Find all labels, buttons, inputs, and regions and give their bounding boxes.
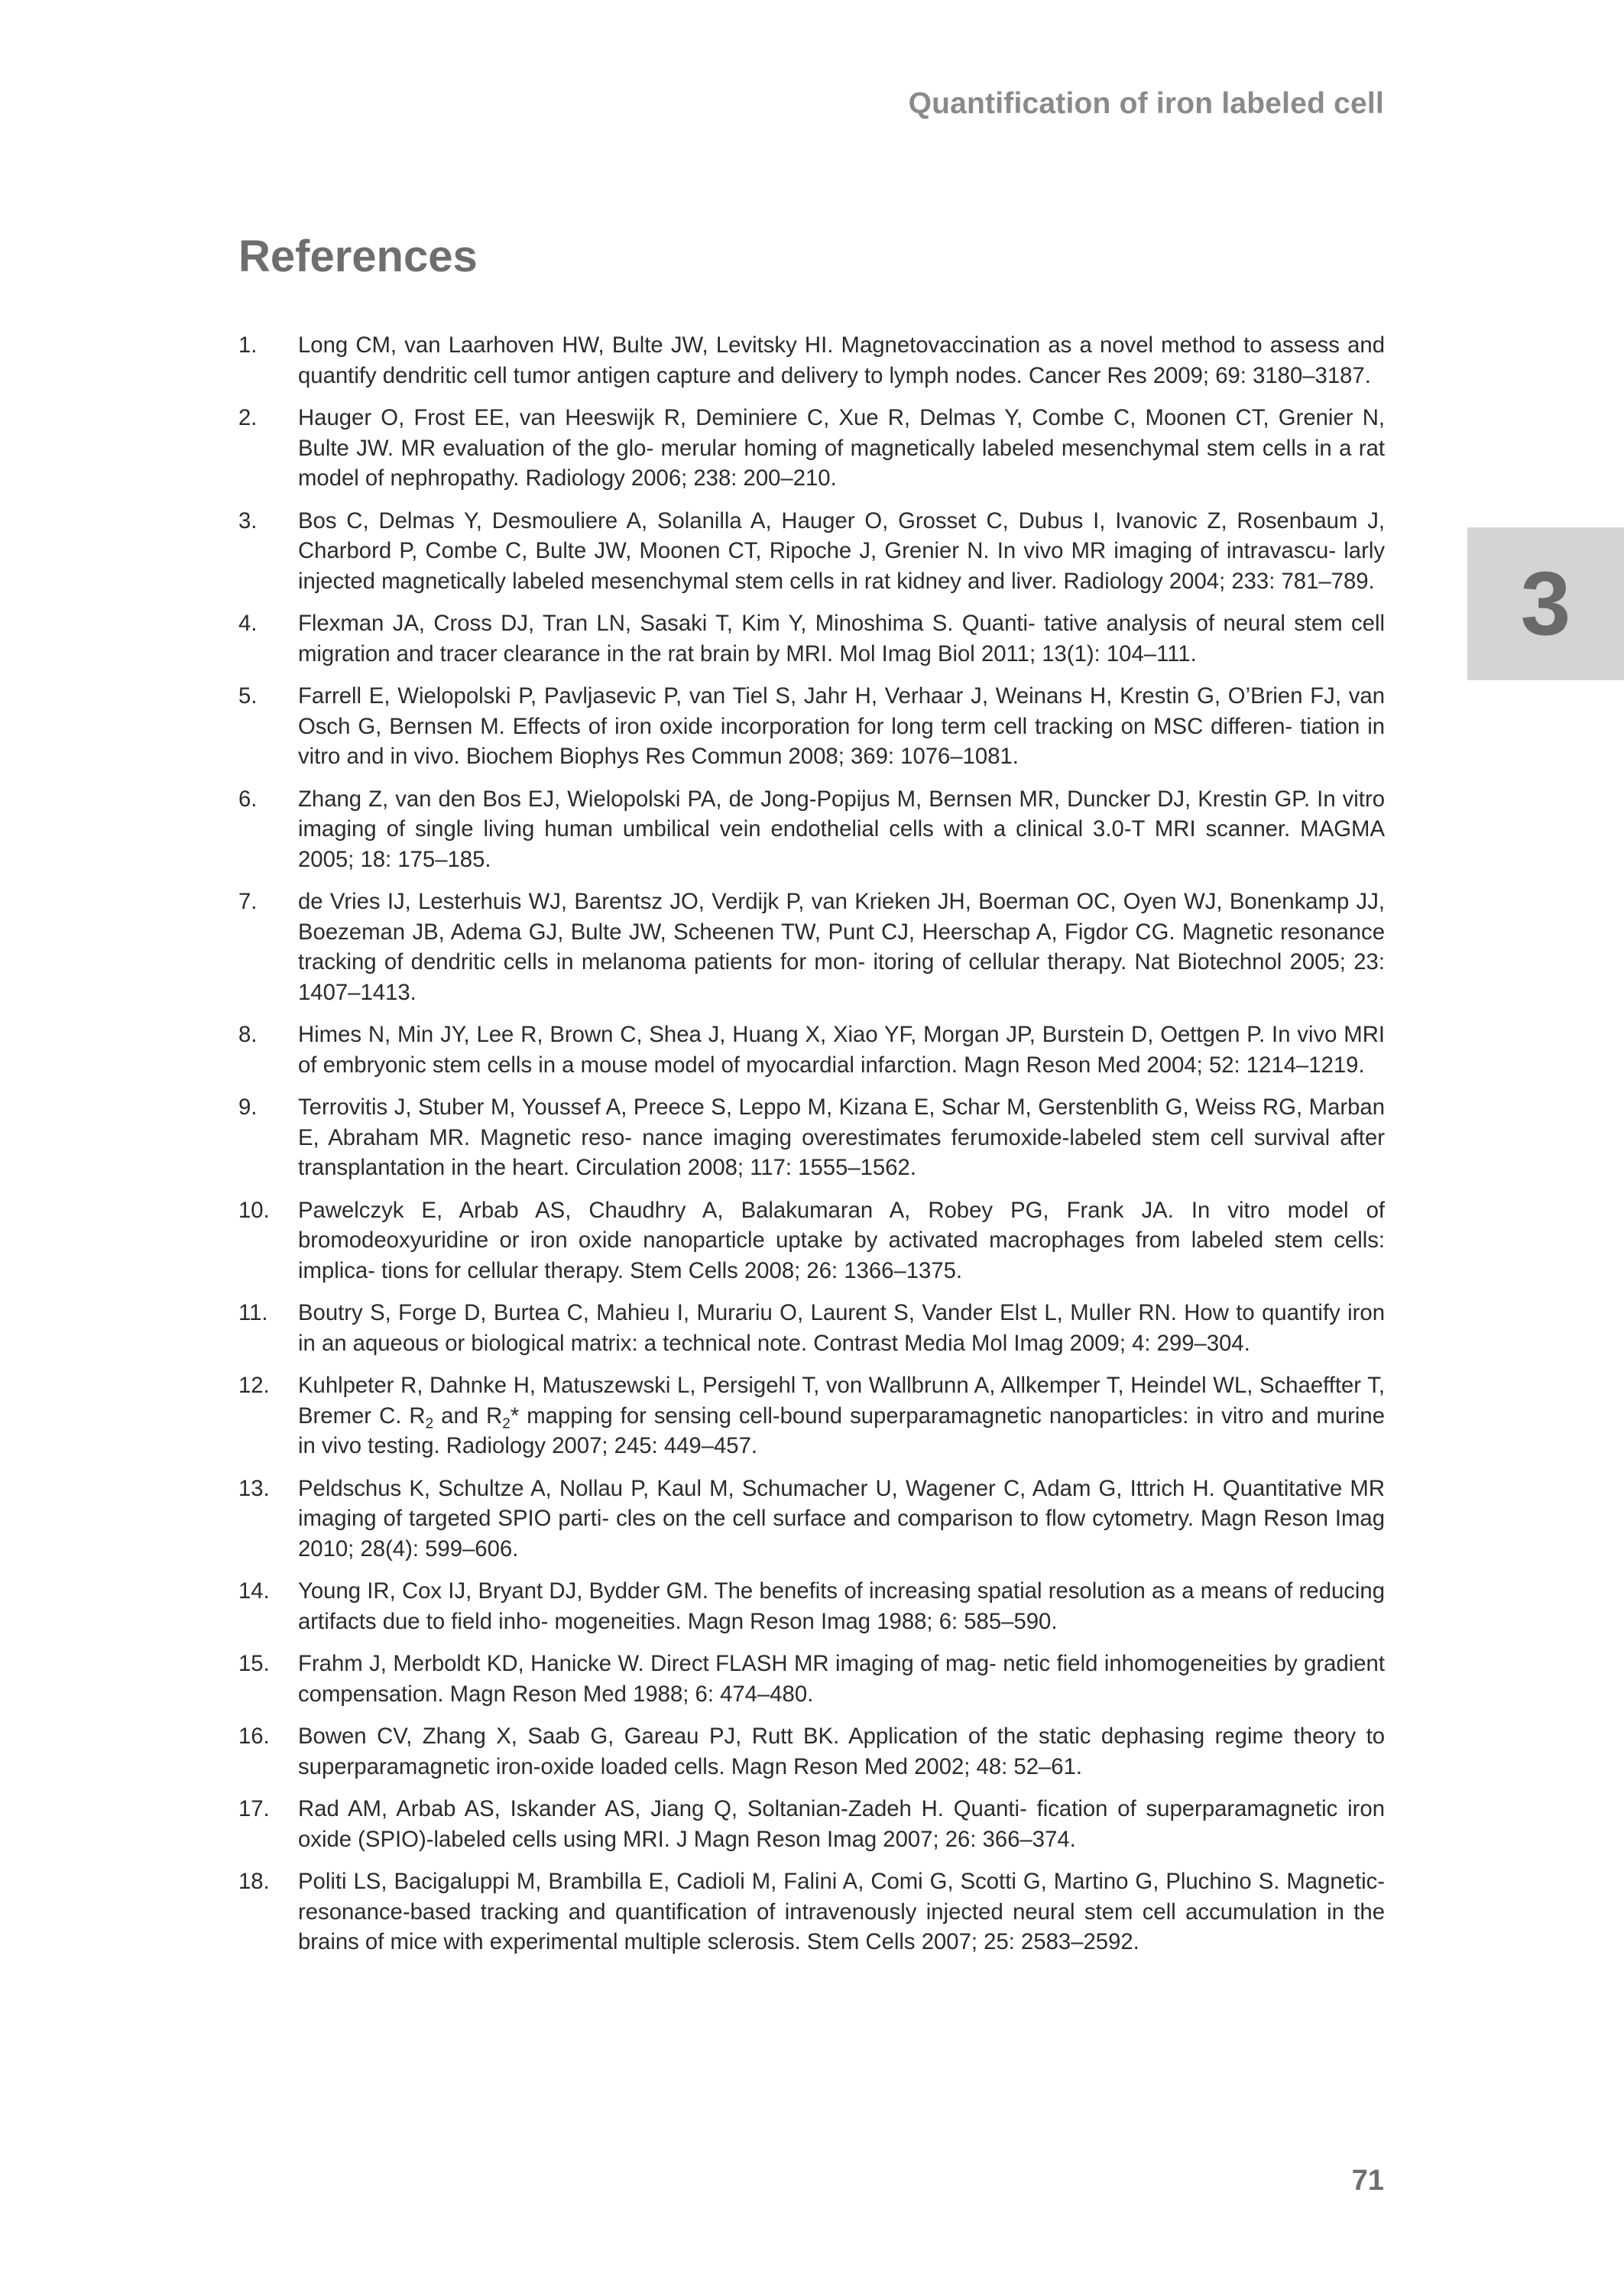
reference-text: Peldschus K, Schultze A, Nollau P, Kaul M, Schumacher U, Wagener C, Adam G, Ittrich H. Quantitative MR imaging of targeted SPIO parti- cles on the cell surface and comparison to flow cytometry. Magn Reson Imag 2010; 28(4): 599–606.	[298, 1475, 1385, 1562]
reference-number: 3.	[238, 508, 258, 534]
reference-number: 13.	[238, 1475, 270, 1501]
reference-number: 10.	[238, 1197, 270, 1223]
reference-item	[238, 506, 1385, 597]
reference-number: 7.	[238, 889, 258, 914]
reference-text: Farrell E, Wielopolski P, Pavljasevic P, van Tiel S, Jahr H, Verhaar J, Weinans H, Krestin G, O’Brien FJ, van Osch G, Bernsen M. Effects of iron oxide incorporation for long term cell tracking on MSC differen- tiation in vitro and in vivo. Biochem Biophys Res Commun 2008; 369: 1076–1081.	[298, 683, 1385, 769]
reference-number: 8.	[238, 1022, 258, 1047]
reference-number: 17.	[238, 1796, 270, 1821]
reference-text: Frahm J, Merboldt KD, Hanicke W. Direct FLASH MR imaging of mag- netic field inhomogeneities by gradient compensation. Magn Reson Med 1988; 6: 474–480.	[298, 1651, 1385, 1707]
reference-number: 9.	[238, 1095, 258, 1120]
reference-text: Politi LS, Bacigaluppi M, Brambilla E, Cadioli M, Falini A, Comi G, Scotti G, Martino G, Pluchino S. Magnetic-resonance-based tracking and quantification of intravenously injected neural stem cell accumulation in the brains of mice with experimental multiple sclerosis. Stem Cells 2007; 25: 2583–2592.	[298, 1869, 1385, 1954]
reference-number: 14.	[238, 1578, 270, 1604]
reference-list	[238, 330, 1385, 1970]
reference-item	[238, 681, 1385, 772]
reference-text: Young IR, Cox IJ, Bryant DJ, Bydder GM. The benefits of increasing spatial resolution as a means of reducing artifacts due to field inho- mogeneities. Magn Reson Imag 1988; 6: 585–590.	[298, 1578, 1385, 1634]
reference-text: Rad AM, Arbab AS, Iskander AS, Jiang Q, Soltanian-Zadeh H. Quanti- fication of superparamagnetic iron oxide (SPIO)-labeled cells using MRI. J Magn Reson Imag 2007; 26: 366–374.	[298, 1796, 1385, 1852]
reference-item	[238, 403, 1385, 494]
reference-text: Pawelczyk E, Arbab AS, Chaudhry A, Balakumaran A, Robey PG, Frank JA. In vitro model of bromodeoxyuridine or iron oxide nanoparticle uptake by activated macrophages from labeled stem cells: implica- tions for cellular therapy. Stem Cells 2008; 26: 1366–1375.	[298, 1197, 1385, 1283]
reference-item	[238, 1020, 1385, 1080]
reference-number: 15.	[238, 1651, 270, 1676]
reference-item	[238, 1867, 1385, 1957]
reference-number: 4.	[238, 611, 258, 636]
running-header: Quantification of iron labeled cell	[908, 87, 1384, 120]
reference-number: 11.	[238, 1300, 268, 1325]
reference-text: Bos C, Delmas Y, Desmouliere A, Solanilla A, Hauger O, Grosset C, Dubus I, Ivanovic Z, Rosenbaum J, Charbord P, Combe C, Bulte JW, Moonen CT, Ripoche J, Grenier N. In vivo MR imaging of intravascu- larly injected magnetically labeled mesenchymal stem cells in rat kidney and liver. Radiology 2004; 233: 781–789.	[298, 508, 1385, 594]
reference-item	[238, 330, 1385, 391]
reference-text: Terrovitis J, Stuber M, Youssef A, Preece S, Leppo M, Kizana E, Schar M, Gerstenblith G, Weiss RG, Marban E, Abraham MR. Magnetic reso- nance imaging overestimates ferumoxide-labeled stem cell survival after transplantation in the heart. Circulation 2008; 117: 1555–1562.	[298, 1095, 1385, 1180]
chapter-tab: 3	[1467, 527, 1624, 680]
reference-item	[238, 608, 1385, 669]
reference-item	[238, 1649, 1385, 1709]
reference-item	[238, 784, 1385, 875]
reference-text: de Vries IJ, Lesterhuis WJ, Barentsz JO, Verdijk P, van Krieken JH, Boerman OC, Oyen WJ, Bonenkamp JJ, Boezeman JB, Adema GJ, Bulte JW, Scheenen TW, Punt CJ, Heerschap A, Figdor CG. Magnetic resonance tracking of dendritic cells in melanoma patients for mon- itoring of cellular therapy. Nat Biotechnol 2005; 23: 1407–1413.	[298, 889, 1385, 1005]
reference-number: 6.	[238, 786, 258, 812]
page-number: 71	[1351, 2165, 1384, 2197]
reference-text: Zhang Z, van den Bos EJ, Wielopolski PA, de Jong-Popijus M, Bernsen MR, Duncker DJ, Krestin GP. In vitro imaging of single living human umbilical vein endothelial cells with a clinical 3.0-T MRI scanner. MAGMA 2005; 18: 175–185.	[298, 786, 1385, 872]
reference-text: Boutry S, Forge D, Burtea C, Mahieu I, Murariu O, Laurent S, Vander Elst L, Muller RN. How to quantify iron in an aqueous or biological matrix: a technical note. Contrast Media Mol Imag 2009; 4: 299–304.	[298, 1300, 1385, 1356]
reference-number: 5.	[238, 683, 258, 709]
reference-number: 18.	[238, 1869, 270, 1894]
page-title: References	[238, 232, 478, 281]
reference-text: Flexman JA, Cross DJ, Tran LN, Sasaki T, Kim Y, Minoshima S. Quanti- tative analysis of neural stem cell migration and tracer clearance in the rat brain by MRI. Mol Imag Biol 2011; 13(1): 104–111.	[298, 611, 1385, 666]
reference-item	[238, 1576, 1385, 1636]
reference-item	[238, 1474, 1385, 1565]
reference-text: Hauger O, Frost EE, van Heeswijk R, Deminiere C, Xue R, Delmas Y, Combe C, Moonen CT, Grenier N, Bulte JW. MR evaluation of the glo- merular homing of magnetically labeled mesenchymal stem cells in a rat model of nephropathy. Radiology 2006; 238: 200–210.	[298, 405, 1385, 491]
reference-text: Bowen CV, Zhang X, Saab G, Gareau PJ, Rutt BK. Application of the static dephasing regime theory to superparamagnetic iron-oxide loaded cells. Magn Reson Med 2002; 48: 52–61.	[298, 1724, 1385, 1779]
reference-text: Himes N, Min JY, Lee R, Brown C, Shea J, Huang X, Xiao YF, Morgan JP, Burstein D, Oettgen P. In vivo MRI of embryonic stem cells in a mouse model of myocardial infarction. Magn Reson Med 2004; 52: 1214–1219.	[298, 1022, 1385, 1078]
reference-item	[238, 1794, 1385, 1854]
reference-number: 16.	[238, 1724, 270, 1749]
reference-item	[238, 1721, 1385, 1782]
reference-item	[238, 887, 1385, 1007]
reference-number: 12.	[238, 1373, 270, 1398]
reference-text: Long CM, van Laarhoven HW, Bulte JW, Levitsky HI. Magnetovaccination as a novel method to assess and quantify dendritic cell tumor antigen capture and delivery to lymph nodes. Cancer Res 2009; 69: 3180–3187.	[298, 332, 1385, 388]
reference-text: Kuhlpeter R, Dahnke H, Matuszewski L, Persigehl T, von Wallbrunn A, Allkemper T, Heindel WL, Schaeffter T, Bremer C. $R_2$ and $R_2*$ mapping for sensing cell-bound superparamagnetic nanoparticles: in vitro and murine in vivo testing. Radiology 2007; 245: 449–457.	[298, 1373, 1386, 1458]
reference-item	[238, 1298, 1385, 1358]
reference-item	[238, 1195, 1385, 1286]
reference-item	[238, 1370, 1385, 1461]
reference-number: 1.	[238, 332, 258, 358]
reference-number: 2.	[238, 405, 258, 430]
reference-item	[238, 1092, 1385, 1183]
